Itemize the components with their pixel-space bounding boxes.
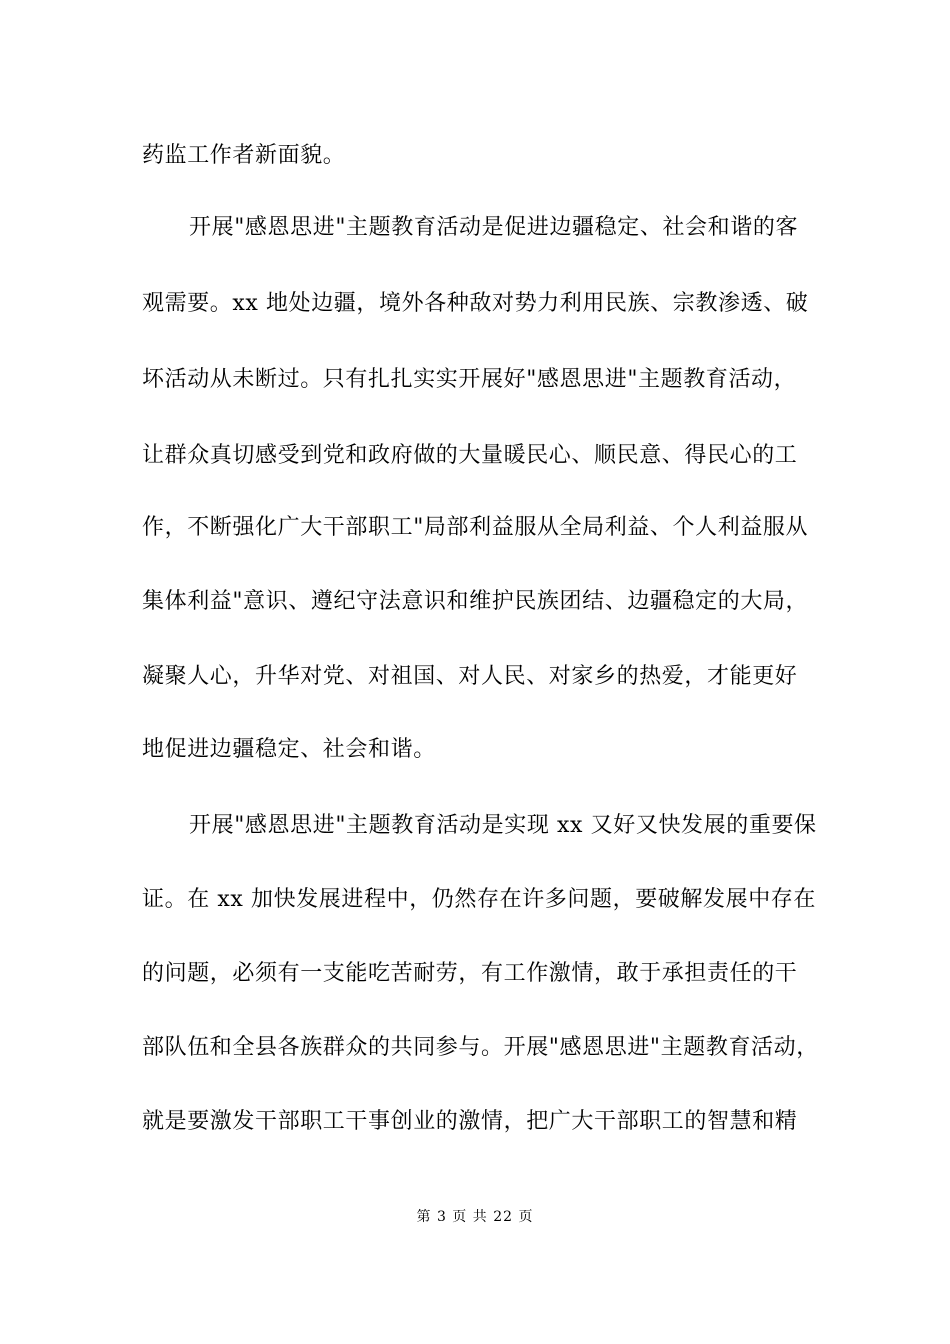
paragraph-2-line-6: 集体利益"意识、遵纪守法意识和维护民族团结、边疆稳定的大局， bbox=[142, 589, 809, 614]
paragraph-2-line-1: 开展"感恩思进"主题教育活动是促进边疆稳定、社会和谐的客 bbox=[189, 215, 799, 240]
paragraph-2-line-3: 坏活动从未断过。只有扎扎实实开展好"感恩思进"主题教育活动， bbox=[142, 367, 797, 392]
paragraph-2-line-5: 作，不断强化广大干部职工"局部利益服从全局利益、个人利益服从 bbox=[142, 515, 809, 540]
paragraph-3-line-2: 证。在 xx 加快发展进程中，仍然存在许多问题，要破解发展中存在 bbox=[142, 887, 817, 912]
paragraph-2-line-7: 凝聚人心，升华对党、对祖国、对人民、对家乡的热爱，才能更好 bbox=[142, 664, 798, 689]
paragraph-1-line-1: 药监工作者新面貌。 bbox=[142, 143, 346, 168]
paragraph-3-line-1: 开展"感恩思进"主题教育活动是实现 xx 又好又快发展的重要保 bbox=[189, 813, 817, 838]
page-number-footer: 第 3 页 共 22 页 bbox=[416, 1209, 534, 1225]
paragraph-2-line-2: 观需要。xx 地处边疆，境外各种敌对势力利用民族、宗教渗透、破 bbox=[142, 291, 809, 316]
paragraph-3-line-4: 部队伍和全县各族群众的共同参与。开展"感恩思进"主题教育活动， bbox=[142, 1035, 819, 1060]
paragraph-2-line-4: 让群众真切感受到党和政府做的大量暖民心、顺民意、得民心的工 bbox=[142, 443, 798, 468]
paragraph-2-line-8: 地促进边疆稳定、社会和谐。 bbox=[142, 737, 436, 762]
paragraph-3-line-5: 就是要激发干部职工干事创业的激情，把广大干部职工的智慧和精 bbox=[142, 1109, 798, 1134]
paragraph-3-line-3: 的问题，必须有一支能吃苦耐劳，有工作激情，敢于承担责任的干 bbox=[142, 961, 798, 986]
